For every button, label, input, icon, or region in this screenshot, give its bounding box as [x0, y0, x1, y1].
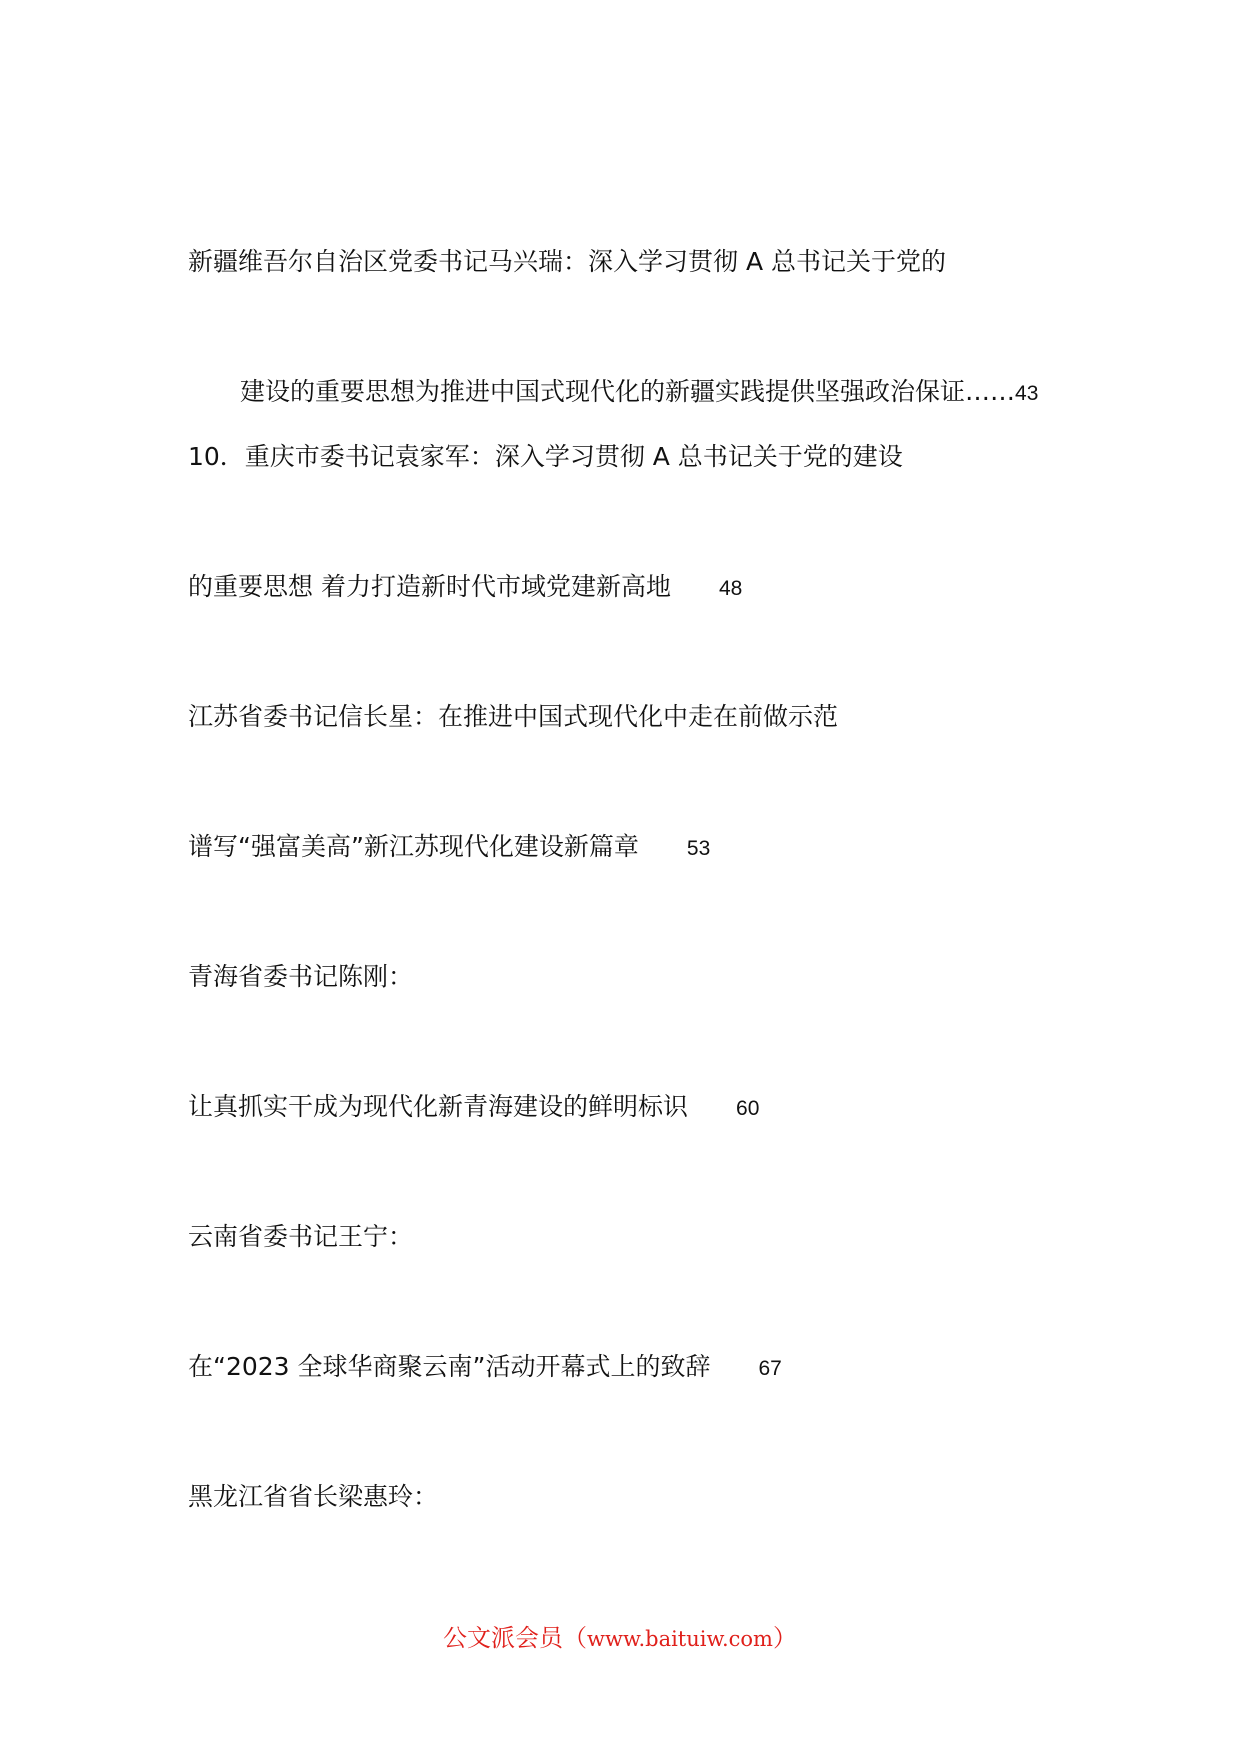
toc-entry	[188, 962, 413, 992]
toc-entry	[188, 1482, 438, 1512]
toc-page-number: 43	[1015, 382, 1039, 405]
toc-entry-text: 云南省委书记王宁：	[188, 1222, 414, 1251]
toc-entry	[188, 442, 903, 472]
toc-entry	[188, 247, 946, 277]
toc-page-number: 67	[758, 1357, 782, 1380]
toc-entry-text: 10．重庆市委书记袁家军：深入学习贯彻 A 总书记关于党的建设	[188, 442, 903, 471]
toc-entry	[188, 1092, 759, 1124]
toc-entry	[188, 1222, 413, 1252]
toc-entry-text: 让真抓实干成为现代化新青海建设的鲜明标识	[188, 1092, 689, 1121]
toc-entry-text: 在“2023 全球华商聚云南”活动开幕式上的致辞	[188, 1352, 711, 1381]
toc-entry-text: 黑龙江省省长梁惠玲：	[188, 1482, 439, 1511]
toc-entry-text: 建设的重要思想为推进中国式现代化的新疆实践提供坚强政治保证……	[240, 377, 1016, 406]
toc-entry	[188, 832, 710, 864]
toc-entry-text: 的重要思想 着力打造新时代市域党建新高地	[188, 572, 671, 601]
toc-entry-text: 青海省委书记陈刚：	[188, 962, 414, 991]
toc-entry	[188, 1352, 782, 1384]
footer-label: 公文派会员（	[443, 1624, 588, 1652]
toc-page-number: 60	[736, 1097, 760, 1120]
toc-entry	[188, 572, 742, 604]
toc-page-number: 53	[686, 837, 711, 860]
footer-watermark	[0, 1623, 1240, 1654]
toc-entry-text: 新疆维吾尔自治区党委书记马兴瑞：深入学习贯彻 A 总书记关于党的	[188, 247, 946, 276]
toc-entry	[240, 377, 1038, 409]
footer-url[interactable]: www.baituiw.com	[587, 1627, 773, 1651]
toc-entry-text: 谱写“强富美高”新江苏现代化建设新篇章	[188, 832, 639, 861]
toc-entry-text: 江苏省委书记信长星：在推进中国式现代化中走在前做示范	[188, 702, 839, 731]
toc-entry	[188, 702, 838, 732]
footer-close: ）	[772, 1624, 797, 1652]
toc-page-number: 48	[718, 577, 743, 600]
